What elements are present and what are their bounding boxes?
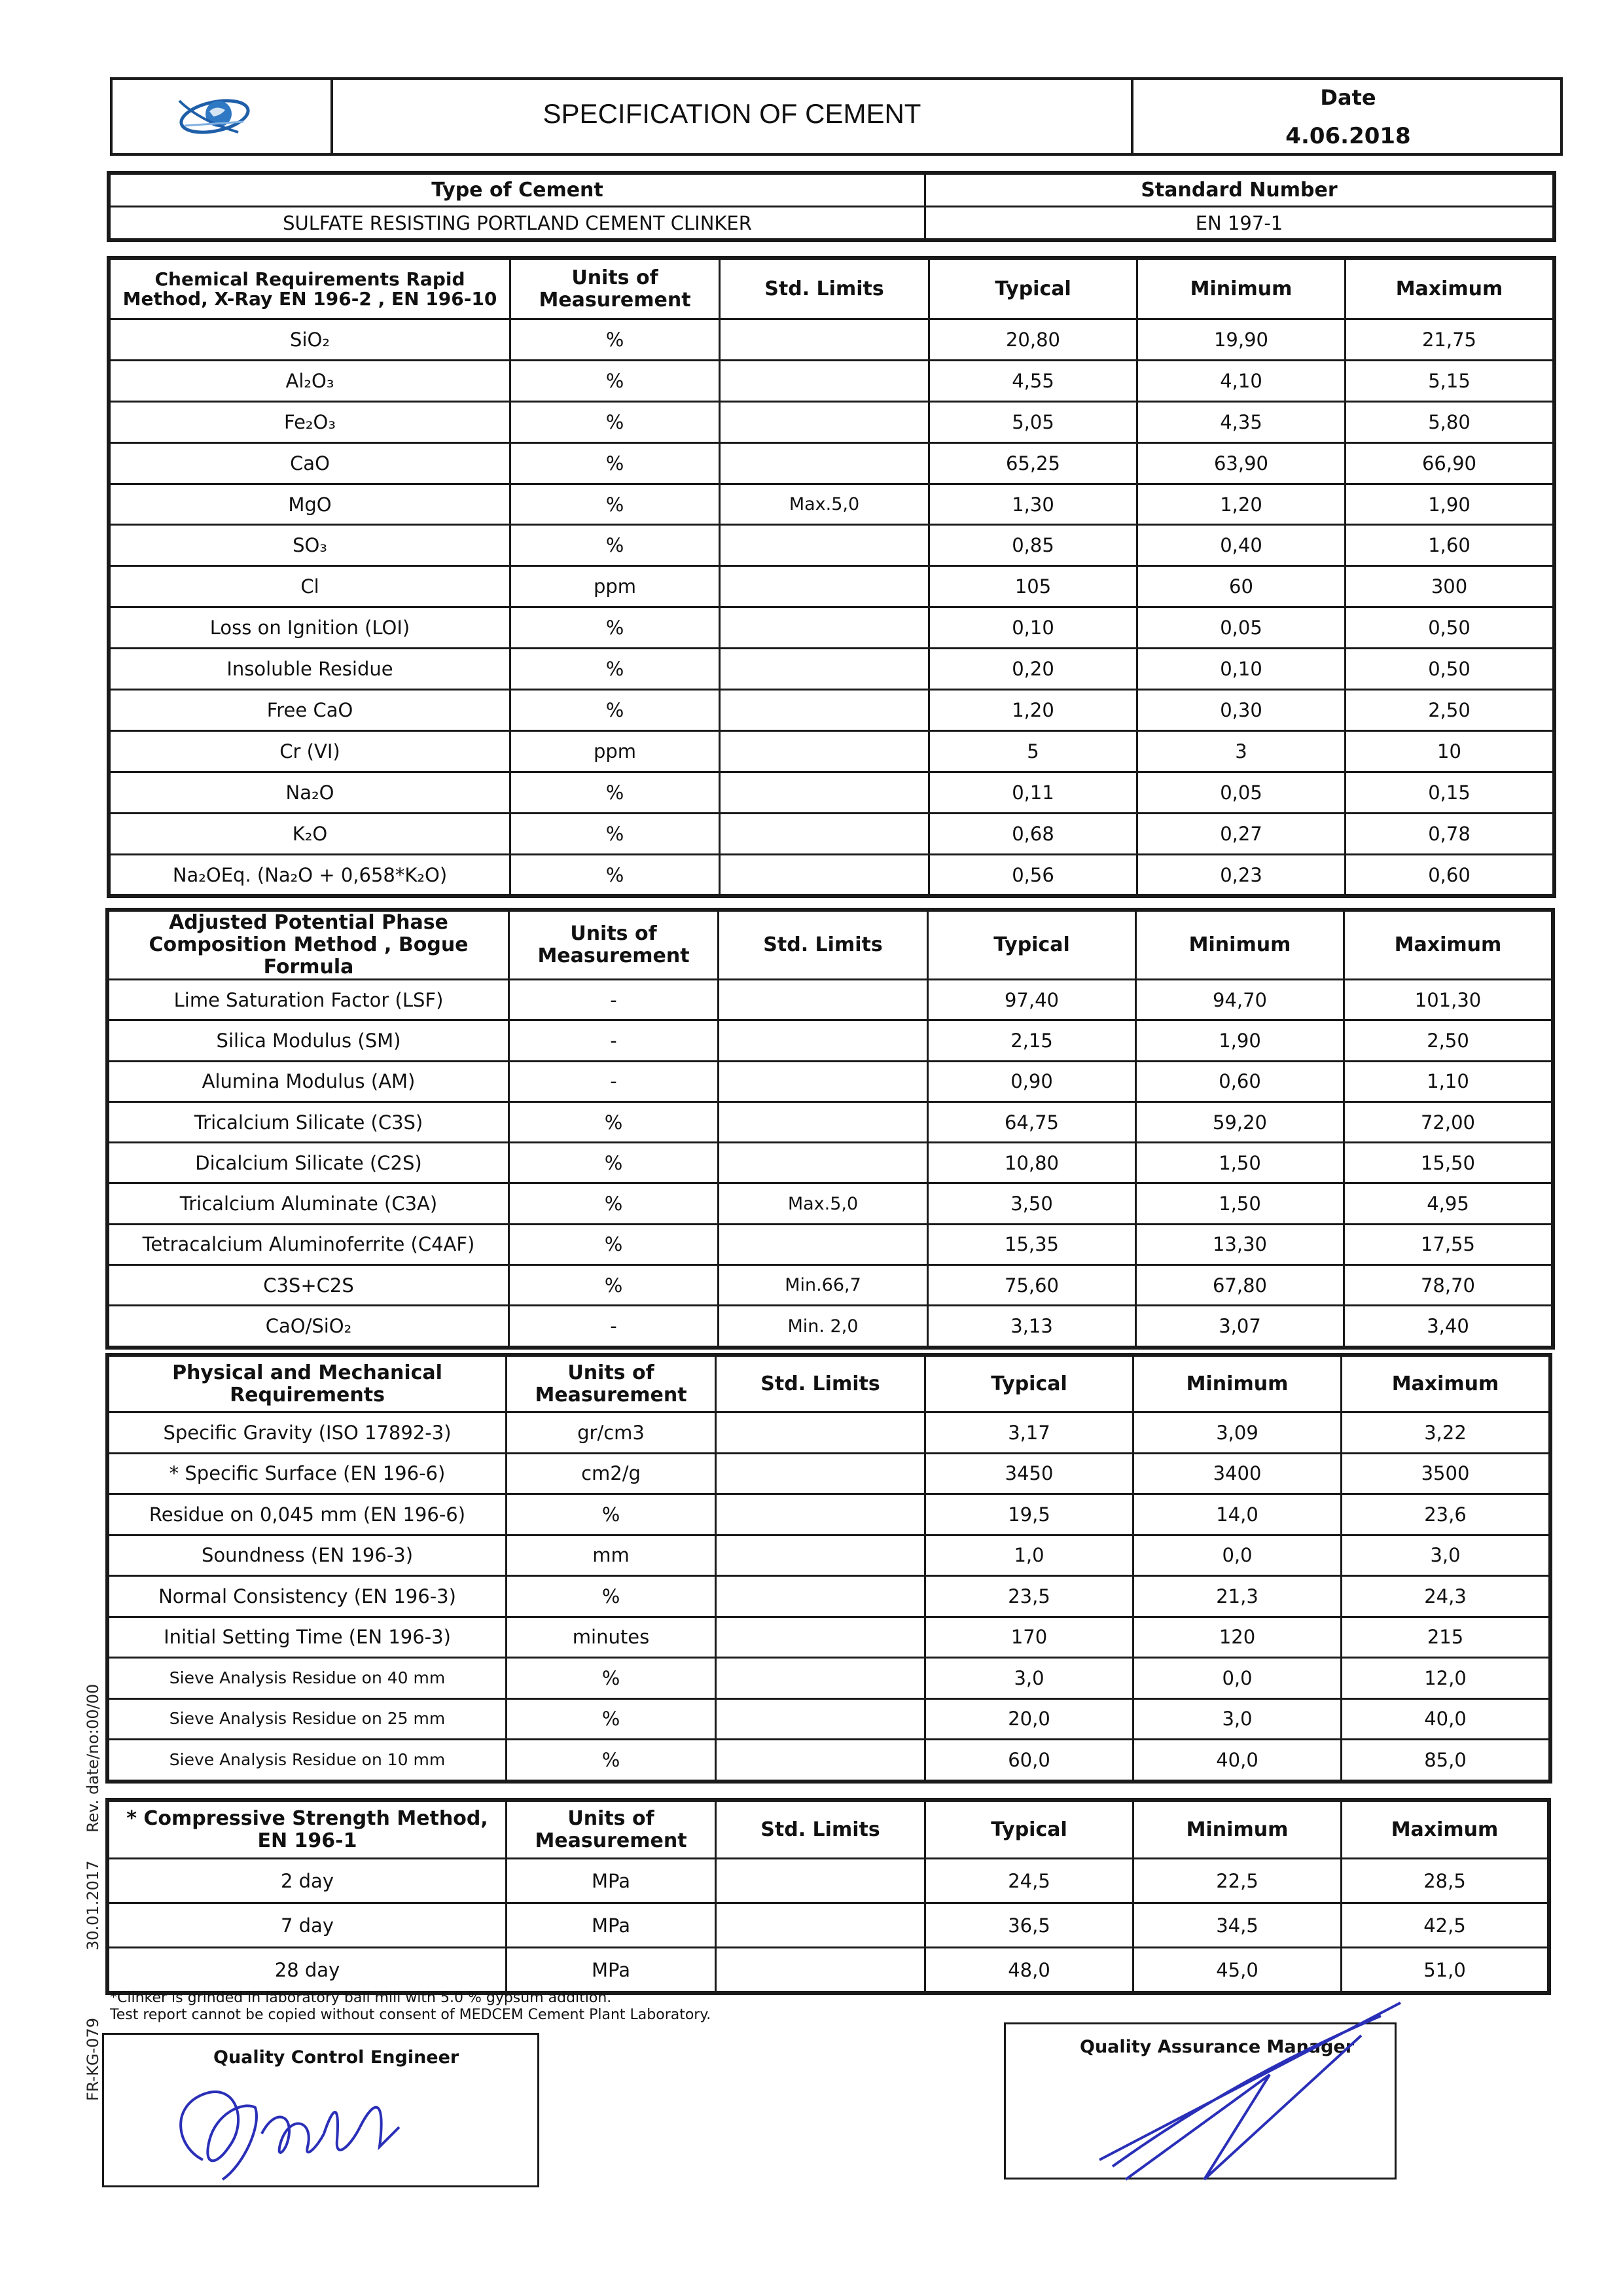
unit-cell: - — [509, 980, 719, 1020]
table-row — [109, 1576, 1550, 1617]
std-limit-cell — [719, 1020, 928, 1061]
minimum-value: 0,27 — [1137, 813, 1346, 854]
minimum-value: 59,20 — [1136, 1102, 1344, 1142]
std-limit-cell — [720, 607, 929, 649]
minimum-value: 4,35 — [1137, 401, 1346, 442]
parameter-name: Sieve Analysis Residue on 10 mm — [109, 1740, 507, 1781]
maximum-value: 2,50 — [1344, 1020, 1552, 1061]
date-label: Date — [1320, 85, 1376, 110]
unit-cell: % — [509, 1183, 719, 1224]
qc-handwritten-signature — [164, 2068, 438, 2186]
unit-cell: % — [510, 649, 720, 690]
table-row — [109, 1020, 1552, 1061]
typical-value: 23,5 — [925, 1576, 1133, 1617]
phase-table — [107, 910, 1553, 1348]
minimum-value: 120 — [1133, 1617, 1342, 1658]
typical-value: 170 — [925, 1617, 1133, 1658]
table-row — [109, 1658, 1550, 1699]
unit-cell: % — [507, 1698, 716, 1740]
cement-type-table — [109, 173, 1554, 240]
std-limit-cell — [719, 1061, 928, 1102]
minimum-header: Minimum — [1133, 1801, 1342, 1859]
unit-cell: - — [509, 1306, 719, 1346]
table-row — [110, 401, 1554, 442]
typical-value: 65,25 — [929, 442, 1137, 484]
maximum-value: 3500 — [1342, 1453, 1550, 1494]
typical-value: 15,35 — [928, 1224, 1136, 1265]
table-row — [110, 772, 1554, 813]
unit-cell: % — [509, 1102, 719, 1142]
form-code: FR-KG-079 — [84, 2018, 102, 2101]
minimum-value: 0,10 — [1137, 649, 1346, 690]
maximum-value: 0,50 — [1346, 607, 1554, 649]
typical-value: 75,60 — [928, 1265, 1136, 1306]
std-limit-cell: Max.5,0 — [719, 1183, 928, 1224]
typical-value: 1,30 — [929, 484, 1137, 525]
parameter-name: Free CaO — [110, 690, 510, 731]
parameter-name: C3S+C2S — [109, 1265, 509, 1306]
std-limit-cell — [720, 319, 929, 361]
maximum-value: 85,0 — [1342, 1740, 1550, 1781]
standard-number-header: Standard Number — [925, 174, 1554, 207]
maximum-value: 5,80 — [1346, 401, 1554, 442]
minimum-value: 3400 — [1133, 1453, 1342, 1494]
parameter-name: CaO — [110, 442, 510, 484]
typical-value: 60,0 — [925, 1740, 1133, 1781]
maximum-value: 5,15 — [1346, 360, 1554, 401]
table-row — [110, 566, 1554, 607]
minimum-value: 1,90 — [1136, 1020, 1344, 1061]
strength-section-title: * Compressive Strength Method, EN 196-1 — [109, 1801, 507, 1859]
typical-value: 5,05 — [929, 401, 1137, 442]
minimum-value: 60 — [1137, 566, 1346, 607]
std-limits-header: Std. Limits — [719, 911, 928, 980]
minimum-value: 14,0 — [1133, 1494, 1342, 1535]
parameter-name: * Specific Surface (EN 196-6) — [109, 1453, 507, 1494]
standard-number-value: EN 197-1 — [925, 207, 1554, 240]
typical-value: 3,17 — [925, 1412, 1133, 1454]
unit-cell: % — [509, 1265, 719, 1306]
maximum-value: 28,5 — [1342, 1859, 1548, 1903]
table-row — [110, 525, 1554, 566]
maximum-value: 0,78 — [1346, 813, 1554, 854]
unit-cell: % — [510, 525, 720, 566]
parameter-name: Tetracalcium Aluminoferrite (C4AF) — [109, 1224, 509, 1265]
minimum-value: 1,20 — [1137, 484, 1346, 525]
unit-cell: % — [510, 319, 720, 361]
table-row — [109, 1412, 1550, 1454]
unit-cell: % — [510, 401, 720, 442]
unit-cell: % — [509, 1224, 719, 1265]
units-header: Units of Measurement — [510, 259, 720, 319]
typical-value: 0,56 — [929, 854, 1137, 895]
form-date: 30.01.2017 — [84, 1860, 102, 1950]
std-limit-cell — [720, 566, 929, 607]
std-limit-cell — [719, 1143, 928, 1183]
std-limit-cell — [716, 1658, 925, 1699]
std-limit-cell: Min.66,7 — [719, 1265, 928, 1306]
typical-value: 3,0 — [925, 1658, 1133, 1699]
parameter-name: Na₂O — [110, 772, 510, 813]
minimum-value: 0,60 — [1136, 1061, 1344, 1102]
typical-header: Typical — [929, 259, 1137, 319]
minimum-value: 0,0 — [1133, 1535, 1342, 1576]
typical-value: 20,0 — [925, 1698, 1133, 1740]
table-row — [110, 813, 1554, 854]
minimum-value: 1,50 — [1136, 1143, 1344, 1183]
parameter-name: Dicalcium Silicate (C2S) — [109, 1143, 509, 1183]
table-row — [109, 1535, 1550, 1576]
table-row — [109, 1102, 1552, 1142]
table-row — [109, 1061, 1552, 1102]
parameter-name: 28 day — [109, 1948, 507, 1992]
parameter-name: Lime Saturation Factor (LSF) — [109, 980, 509, 1020]
parameter-name: Insoluble Residue — [110, 649, 510, 690]
parameter-name: K₂O — [110, 813, 510, 854]
std-limit-cell — [720, 649, 929, 690]
parameter-name: MgO — [110, 484, 510, 525]
table-row — [109, 1183, 1552, 1224]
minimum-value: 0,05 — [1137, 772, 1346, 813]
minimum-value: 0,30 — [1137, 690, 1346, 731]
minimum-value: 45,0 — [1133, 1948, 1342, 1992]
unit-cell: % — [507, 1740, 716, 1781]
parameter-name: Sieve Analysis Residue on 25 mm — [109, 1698, 507, 1740]
table-row — [109, 1143, 1552, 1183]
footnote-gypsum: *Clinker is grinded in laboratory ball mill with 5.0 % gypsum addition. — [110, 1990, 612, 2006]
typical-value: 1,0 — [925, 1535, 1133, 1576]
table-row — [110, 319, 1554, 361]
unit-cell: cm2/g — [507, 1453, 716, 1494]
std-limit-cell — [719, 980, 928, 1020]
footnote-copyright: Test report cannot be copied without consent of MEDCEM Cement Plant Laboratory. — [110, 2007, 711, 2023]
std-limit-cell — [716, 1412, 925, 1454]
std-limit-cell — [720, 442, 929, 484]
table-row — [109, 1948, 1548, 1992]
maximum-value: 4,95 — [1344, 1183, 1552, 1224]
company-logo — [171, 88, 257, 145]
maximum-value: 21,75 — [1346, 319, 1554, 361]
minimum-value: 34,5 — [1133, 1903, 1342, 1948]
minimum-value: 0,05 — [1137, 607, 1346, 649]
unit-cell: % — [507, 1494, 716, 1535]
unit-cell: minutes — [507, 1617, 716, 1658]
std-limit-cell — [716, 1948, 925, 1992]
typical-value: 1,20 — [929, 690, 1137, 731]
typical-value: 19,5 — [925, 1494, 1133, 1535]
maximum-value: 24,3 — [1342, 1576, 1550, 1617]
typical-value: 3,13 — [928, 1306, 1136, 1346]
minimum-value: 19,90 — [1137, 319, 1346, 361]
typical-value: 48,0 — [925, 1948, 1133, 1992]
minimum-value: 13,30 — [1136, 1224, 1344, 1265]
type-of-cement-header: Type of Cement — [110, 174, 925, 207]
unit-cell: % — [510, 690, 720, 731]
typical-value: 3450 — [925, 1453, 1133, 1494]
parameter-name: 7 day — [109, 1903, 507, 1948]
parameter-name: Na₂OEq. (Na₂O + 0,658*K₂O) — [110, 854, 510, 895]
typical-value: 0,68 — [929, 813, 1137, 854]
maximum-value: 72,00 — [1344, 1102, 1552, 1142]
maximum-value: 42,5 — [1342, 1903, 1548, 1948]
parameter-name: 2 day — [109, 1859, 507, 1903]
minimum-value: 3,09 — [1133, 1412, 1342, 1454]
maximum-value: 1,10 — [1344, 1061, 1552, 1102]
table-row — [110, 442, 1554, 484]
minimum-value: 3 — [1137, 730, 1346, 772]
unit-cell: mm — [507, 1535, 716, 1576]
typical-value: 24,5 — [925, 1859, 1133, 1903]
table-row — [109, 980, 1552, 1020]
minimum-value: 94,70 — [1136, 980, 1344, 1020]
maximum-value: 23,6 — [1342, 1494, 1550, 1535]
unit-cell: % — [507, 1658, 716, 1699]
parameter-name: Silica Modulus (SM) — [109, 1020, 509, 1061]
typical-value: 0,90 — [928, 1061, 1136, 1102]
typical-value: 10,80 — [928, 1143, 1136, 1183]
maximum-value: 215 — [1342, 1617, 1550, 1658]
std-limits-header: Std. Limits — [716, 1356, 925, 1412]
minimum-header: Minimum — [1136, 911, 1344, 980]
unit-cell: % — [510, 854, 720, 895]
minimum-header: Minimum — [1137, 259, 1346, 319]
document-title: SPECIFICATION OF CEMENT — [543, 98, 921, 129]
unit-cell: % — [510, 772, 720, 813]
typical-value: 0,10 — [929, 607, 1137, 649]
std-limit-cell — [720, 525, 929, 566]
strength-table — [107, 1800, 1549, 1993]
table-row — [110, 854, 1554, 895]
std-limits-header: Std. Limits — [716, 1801, 925, 1859]
std-limit-cell — [720, 401, 929, 442]
parameter-name: SiO₂ — [110, 319, 510, 361]
parameter-name: Residue on 0,045 mm (EN 196-6) — [109, 1494, 507, 1535]
phase-section-title: Adjusted Potential Phase Composition Method , Bogue Formula — [109, 911, 509, 980]
maximum-value: 17,55 — [1344, 1224, 1552, 1265]
parameter-name: Alumina Modulus (AM) — [109, 1061, 509, 1102]
minimum-value: 22,5 — [1133, 1859, 1342, 1903]
std-limit-cell — [720, 690, 929, 731]
table-row — [109, 1740, 1550, 1781]
std-limit-cell — [716, 1903, 925, 1948]
unit-cell: % — [510, 607, 720, 649]
maximum-value: 10 — [1346, 730, 1554, 772]
maximum-header: Maximum — [1344, 911, 1552, 980]
table-row — [110, 730, 1554, 772]
parameter-name: Tricalcium Aluminate (C3A) — [109, 1183, 509, 1224]
std-limit-cell — [716, 1740, 925, 1781]
table-row — [109, 1698, 1550, 1740]
unit-cell: % — [510, 360, 720, 401]
unit-cell: % — [507, 1576, 716, 1617]
std-limit-cell — [716, 1617, 925, 1658]
revision-info: Rev. date/no:00/00 — [84, 1683, 102, 1833]
table-row — [109, 1306, 1552, 1346]
parameter-name: CaO/SiO₂ — [109, 1306, 509, 1346]
std-limits-header: Std. Limits — [720, 259, 929, 319]
std-limit-cell — [720, 813, 929, 854]
parameter-name: Normal Consistency (EN 196-3) — [109, 1576, 507, 1617]
typical-header: Typical — [925, 1801, 1133, 1859]
maximum-value: 300 — [1346, 566, 1554, 607]
physical-section-title: Physical and Mechanical Requirements — [109, 1356, 507, 1412]
minimum-value: 21,3 — [1133, 1576, 1342, 1617]
physical-table — [107, 1355, 1550, 1782]
typical-value: 0,20 — [929, 649, 1137, 690]
table-row — [109, 1224, 1552, 1265]
typical-value: 2,15 — [928, 1020, 1136, 1061]
std-limit-cell — [716, 1698, 925, 1740]
minimum-value: 40,0 — [1133, 1740, 1342, 1781]
typical-value: 36,5 — [925, 1903, 1133, 1948]
cement-type-value: SULFATE RESISTING PORTLAND CEMENT CLINKER — [110, 207, 925, 240]
unit-cell: MPa — [507, 1859, 716, 1903]
parameter-name: Soundness (EN 196-3) — [109, 1535, 507, 1576]
parameter-name: Fe₂O₃ — [110, 401, 510, 442]
unit-cell: gr/cm3 — [507, 1412, 716, 1454]
parameter-name: Cr (VI) — [110, 730, 510, 772]
typical-value: 105 — [929, 566, 1137, 607]
maximum-header: Maximum — [1342, 1356, 1550, 1412]
maximum-value: 3,0 — [1342, 1535, 1550, 1576]
typical-header: Typical — [928, 911, 1136, 980]
parameter-name: Tricalcium Silicate (C3S) — [109, 1102, 509, 1142]
maximum-value: 15,50 — [1344, 1143, 1552, 1183]
chemical-section-title: Chemical Requirements Rapid Method, X-Ray EN 196-2 , EN 196-10 — [110, 259, 510, 319]
table-row — [109, 1859, 1548, 1903]
unit-cell: MPa — [507, 1948, 716, 1992]
chemical-table — [109, 258, 1554, 896]
minimum-value: 1,50 — [1136, 1183, 1344, 1224]
std-limit-cell — [720, 360, 929, 401]
std-limit-cell — [719, 1102, 928, 1142]
unit-cell: - — [509, 1061, 719, 1102]
parameter-name: Initial Setting Time (EN 196-3) — [109, 1617, 507, 1658]
table-row — [109, 1617, 1550, 1658]
minimum-value: 63,90 — [1137, 442, 1346, 484]
unit-cell: % — [510, 484, 720, 525]
minimum-value: 67,80 — [1136, 1265, 1344, 1306]
maximum-value: 2,50 — [1346, 690, 1554, 731]
maximum-value: 12,0 — [1342, 1658, 1550, 1699]
typical-value: 64,75 — [928, 1102, 1136, 1142]
std-limit-cell — [716, 1576, 925, 1617]
unit-cell: % — [510, 442, 720, 484]
minimum-header: Minimum — [1133, 1356, 1342, 1412]
minimum-value: 0,40 — [1137, 525, 1346, 566]
table-row — [109, 1494, 1550, 1535]
table-row — [109, 1453, 1550, 1494]
minimum-value: 3,0 — [1133, 1698, 1342, 1740]
date-value: 4.06.2018 — [1285, 123, 1411, 149]
unit-cell: - — [509, 1020, 719, 1061]
std-limit-cell — [720, 730, 929, 772]
maximum-value: 66,90 — [1346, 442, 1554, 484]
std-limit-cell: Min. 2,0 — [719, 1306, 928, 1346]
parameter-name: Specific Gravity (ISO 17892-3) — [109, 1412, 507, 1454]
parameter-name: Al₂O₃ — [110, 360, 510, 401]
maximum-value: 51,0 — [1342, 1948, 1548, 1992]
maximum-value: 0,60 — [1346, 854, 1554, 895]
typical-value: 0,11 — [929, 772, 1137, 813]
units-header: Units of Measurement — [507, 1356, 716, 1412]
maximum-value: 3,40 — [1344, 1306, 1552, 1346]
table-row — [109, 1903, 1548, 1948]
typical-value: 4,55 — [929, 360, 1137, 401]
typical-value: 20,80 — [929, 319, 1137, 361]
qa-handwritten-signature — [1073, 1990, 1414, 2186]
table-row — [110, 484, 1554, 525]
qa-signature-label: Quality Assurance Manager — [1080, 2037, 1355, 2057]
maximum-value: 1,60 — [1346, 525, 1554, 566]
minimum-value: 0,23 — [1137, 854, 1346, 895]
table-row — [110, 690, 1554, 731]
std-limit-cell — [720, 854, 929, 895]
maximum-header: Maximum — [1342, 1801, 1548, 1859]
std-limit-cell — [716, 1859, 925, 1903]
minimum-value: 3,07 — [1136, 1306, 1344, 1346]
parameter-name: Loss on Ignition (LOI) — [110, 607, 510, 649]
std-limit-cell: Max.5,0 — [720, 484, 929, 525]
qc-signature-label: Quality Control Engineer — [213, 2047, 459, 2068]
minimum-value: 4,10 — [1137, 360, 1346, 401]
maximum-value: 0,50 — [1346, 649, 1554, 690]
maximum-value: 101,30 — [1344, 980, 1552, 1020]
std-limit-cell — [719, 1224, 928, 1265]
typical-value: 0,85 — [929, 525, 1137, 566]
typical-header: Typical — [925, 1356, 1133, 1412]
maximum-value: 3,22 — [1342, 1412, 1550, 1454]
typical-value: 3,50 — [928, 1183, 1136, 1224]
unit-cell: ppm — [510, 566, 720, 607]
unit-cell: % — [510, 813, 720, 854]
minimum-value: 0,0 — [1133, 1658, 1342, 1699]
maximum-value: 1,90 — [1346, 484, 1554, 525]
table-row — [110, 360, 1554, 401]
units-header: Units of Measurement — [507, 1801, 716, 1859]
parameter-name: Sieve Analysis Residue on 40 mm — [109, 1658, 507, 1699]
maximum-header: Maximum — [1346, 259, 1554, 319]
std-limit-cell — [716, 1535, 925, 1576]
table-row — [110, 649, 1554, 690]
unit-cell: ppm — [510, 730, 720, 772]
typical-value: 5 — [929, 730, 1137, 772]
table-row — [110, 607, 1554, 649]
maximum-value: 78,70 — [1344, 1265, 1552, 1306]
units-header: Units of Measurement — [509, 911, 719, 980]
parameter-name: Cl — [110, 566, 510, 607]
maximum-value: 40,0 — [1342, 1698, 1550, 1740]
parameter-name: SO₃ — [110, 525, 510, 566]
std-limit-cell — [716, 1453, 925, 1494]
typical-value: 97,40 — [928, 980, 1136, 1020]
unit-cell: MPa — [507, 1903, 716, 1948]
std-limit-cell — [716, 1494, 925, 1535]
std-limit-cell — [720, 772, 929, 813]
unit-cell: % — [509, 1143, 719, 1183]
maximum-value: 0,15 — [1346, 772, 1554, 813]
table-row — [109, 1265, 1552, 1306]
